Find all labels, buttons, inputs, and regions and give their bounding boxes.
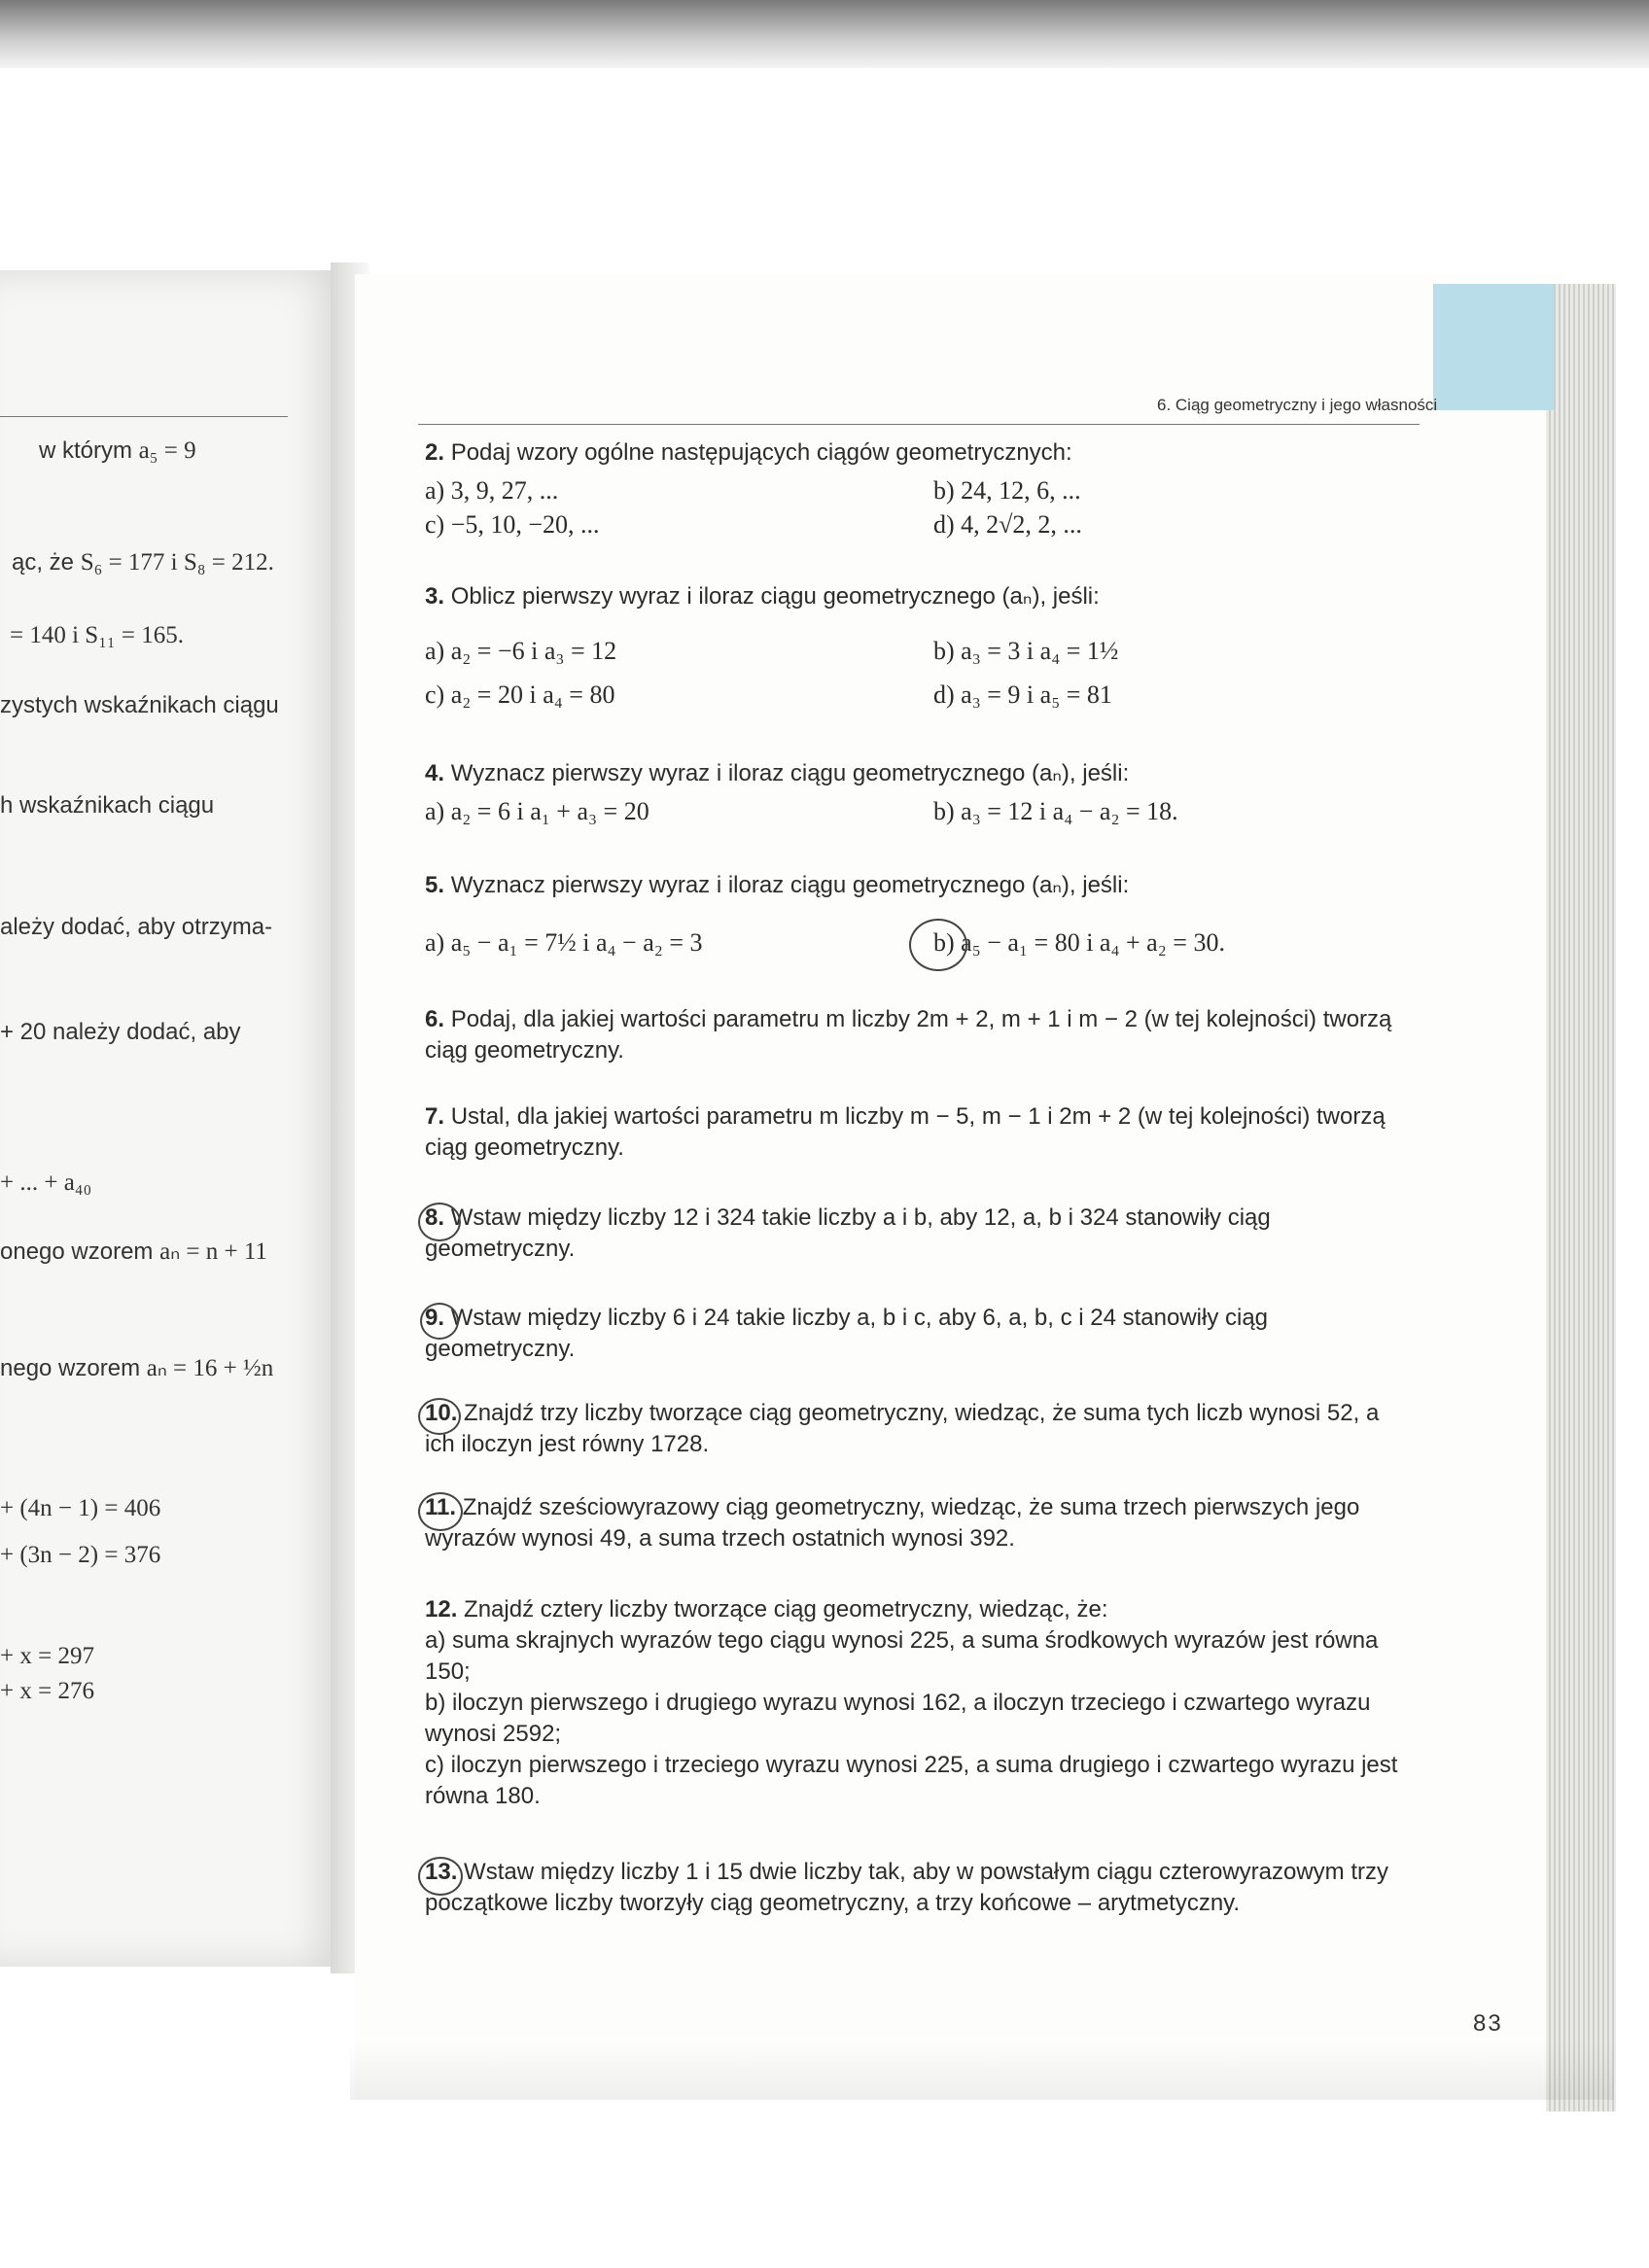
left-fragment-8: + ... + a₄₀ (0, 1169, 92, 1196)
exercise-number: 8. (425, 1204, 445, 1231)
exercise-2a: a) 3, 9, 27, ... (425, 476, 559, 505)
left-fragment-11: + (4n − 1) = 406 (0, 1495, 161, 1521)
handwritten-cross-5b (909, 919, 967, 971)
left-fragment-6: ależy dodać, aby otrzyma- (0, 914, 273, 940)
exercise-7 (425, 1101, 1407, 1164)
exercise-3 (425, 581, 1407, 612)
exercise-10 (425, 1398, 1407, 1460)
exercise-text: Wyznacz pierwszy wyraz i iloraz ciągu geometrycznego (aₙ), jeśli: (450, 760, 1130, 786)
handwritten-circle-8 (418, 1203, 461, 1241)
page-edges (1546, 284, 1616, 2111)
exercise-number: 6. (425, 1006, 445, 1032)
page-number: 83 (1473, 2010, 1503, 2037)
exercise-3d: d) a₃ = 9 i a₅ = 81 (933, 680, 1112, 709)
chapter-header: 6. Ciąg geometryczny i jego własności (1157, 396, 1438, 414)
exercise-3a: a) a₂ = −6 i a₃ = 12 (425, 637, 617, 665)
exercise-text: Oblicz pierwszy wyraz i iloraz ciągu geometrycznego (aₙ), jeśli: (450, 583, 1100, 610)
exercise-12b: b) iloczyn pierwszego i drugiego wyrazu wynosi 162, a iloczyn trzeciego i czwartego wyrazu wynosi 2592; (425, 1690, 1371, 1747)
left-fragment-1: w którym a₅ = 9 (39, 437, 196, 464)
exercise-2b: b) 24, 12, 6, ... (933, 476, 1081, 505)
exercise-text: Znajdź sześciowyrazowy ciąg geometryczny, wiedząc, że suma trzech pierwszych jego wyrazów wynosi 49, a suma trzech ostatnich wynosi 392. (425, 1494, 1360, 1552)
left-header-rule (0, 416, 288, 417)
exercise-8 (425, 1203, 1407, 1265)
exercise-text: Wyznacz pierwszy wyraz i iloraz ciągu geometrycznego (aₙ), jeśli: (450, 872, 1130, 898)
exercise-number: 7. (425, 1103, 445, 1130)
page-shadow (350, 2041, 1614, 2100)
left-fragment-13: + x = 297 (0, 1643, 94, 1669)
exercise-11 (425, 1492, 1407, 1554)
left-page (0, 270, 350, 1967)
exercise-number: 9. (425, 1305, 445, 1331)
left-fragment-5: h wskaźnikach ciągu (0, 792, 215, 819)
chapter-tab (1433, 284, 1554, 410)
left-fragment-7: + 20 należy dodać, aby (0, 1019, 241, 1045)
exercise-number: 4. (425, 760, 445, 786)
exercise-2c: c) −5, 10, −20, ... (425, 510, 600, 539)
handwritten-circle-11 (418, 1492, 463, 1531)
exercise-text: Wstaw między liczby 12 i 324 takie liczby a i b, aby 12, a, b i 324 stanowiły ciąg geometryczny. (425, 1204, 1271, 1262)
exercise-text: Znajdź trzy liczby tworzące ciąg geometryczny, wiedząc, że suma tych liczb wynosi 52, a ich iloczyn jest równy 1728. (425, 1400, 1380, 1457)
exercise-number: 3. (425, 583, 445, 610)
header-rule (418, 424, 1420, 425)
exercise-number: 10. (425, 1400, 458, 1426)
left-fragment-9: onego wzorem aₙ = n + 11 (0, 1239, 267, 1265)
left-fragment-12: + (3n − 2) = 376 (0, 1542, 161, 1568)
exercise-6 (425, 1004, 1407, 1066)
exercise-text: Wstaw między liczby 1 i 15 dwie liczby tak, aby w powstałym ciągu czterowyrazowym trzy początkowe liczby tworzyły ciąg geometryczny, a trzy końcowe – arytmetyczny. (425, 1859, 1388, 1916)
exercise-text: Znajdź cztery liczby tworzące ciąg geometryczny, wiedząc, że: (464, 1596, 1108, 1622)
exercise-4a: a) a₂ = 6 i a₁ + a₃ = 20 (425, 797, 649, 825)
exercise-number: 2. (425, 439, 445, 466)
exercise-number: 11. (425, 1494, 457, 1520)
left-fragment-10: nego wzorem aₙ = 16 + ½n (0, 1355, 274, 1381)
exercise-number: 5. (425, 872, 445, 898)
left-fragment-3: = 140 i S₁₁ = 165. (10, 622, 184, 648)
left-fragment-14: + x = 276 (0, 1678, 94, 1704)
exercise-text: Ustal, dla jakiej wartości parametru m liczby m − 5, m − 1 i 2m + 2 (w tej kolejności) tworzą ciąg geometryczny. (425, 1103, 1386, 1161)
exercise-5b: b) a₅ − a₁ = 80 i a₄ + a₂ = 30. (933, 928, 1225, 957)
handwritten-circle-10 (418, 1398, 461, 1435)
exercise-13 (425, 1857, 1407, 1919)
exercise-12-intro (425, 1594, 1407, 1625)
exercise-5a: a) a₅ − a₁ = 7½ i a₄ − a₂ = 3 (425, 928, 703, 957)
exercise-text: Wstaw między liczby 6 i 24 takie liczby a, b i c, aby 6, a, b, c i 24 stanowiły ciąg geometryczny. (425, 1305, 1269, 1362)
handwritten-circle-9 (420, 1303, 459, 1340)
exercise-3c: c) a₂ = 20 i a₄ = 80 (425, 680, 615, 709)
exercise-number: 13. (425, 1859, 458, 1885)
exercise-2 (425, 437, 1407, 469)
exercise-text: Podaj, dla jakiej wartości parametru m liczby 2m + 2, m + 1 i m − 2 (w tej kolejności) tworzą ciąg geometryczny. (425, 1006, 1392, 1064)
scan-top-border (0, 0, 1649, 68)
exercise-12c: c) iloczyn pierwszego i trzeciego wyrazu wynosi 225, a suma drugiego i czwartego wyrazu jest równa 180. (425, 1752, 1398, 1809)
exercise-12 (425, 1594, 1407, 1812)
exercise-2d: d) 4, 2√2, 2, ... (933, 510, 1082, 539)
exercise-4 (425, 758, 1407, 789)
right-page (355, 274, 1565, 2102)
exercise-5 (425, 870, 1407, 901)
exercise-number: 12. (425, 1596, 458, 1622)
exercise-12a: a) suma skrajnych wyrazów tego ciągu wynosi 225, a suma środkowych wyrazów jest równa 150; (425, 1627, 1379, 1685)
exercise-text: Podaj wzory ogólne następujących ciągów geometrycznych: (450, 439, 1072, 466)
left-fragment-2: ąc, że S₆ = 177 i S₈ = 212. (12, 549, 274, 576)
handwritten-circle-13 (418, 1857, 463, 1896)
exercise-9 (425, 1303, 1407, 1365)
left-fragment-4: zystych wskaźnikach ciągu (0, 692, 279, 718)
exercise-3b: b) a₃ = 3 i a₄ = 1½ (933, 637, 1119, 665)
exercise-4b: b) a₃ = 12 i a₄ − a₂ = 18. (933, 797, 1178, 825)
